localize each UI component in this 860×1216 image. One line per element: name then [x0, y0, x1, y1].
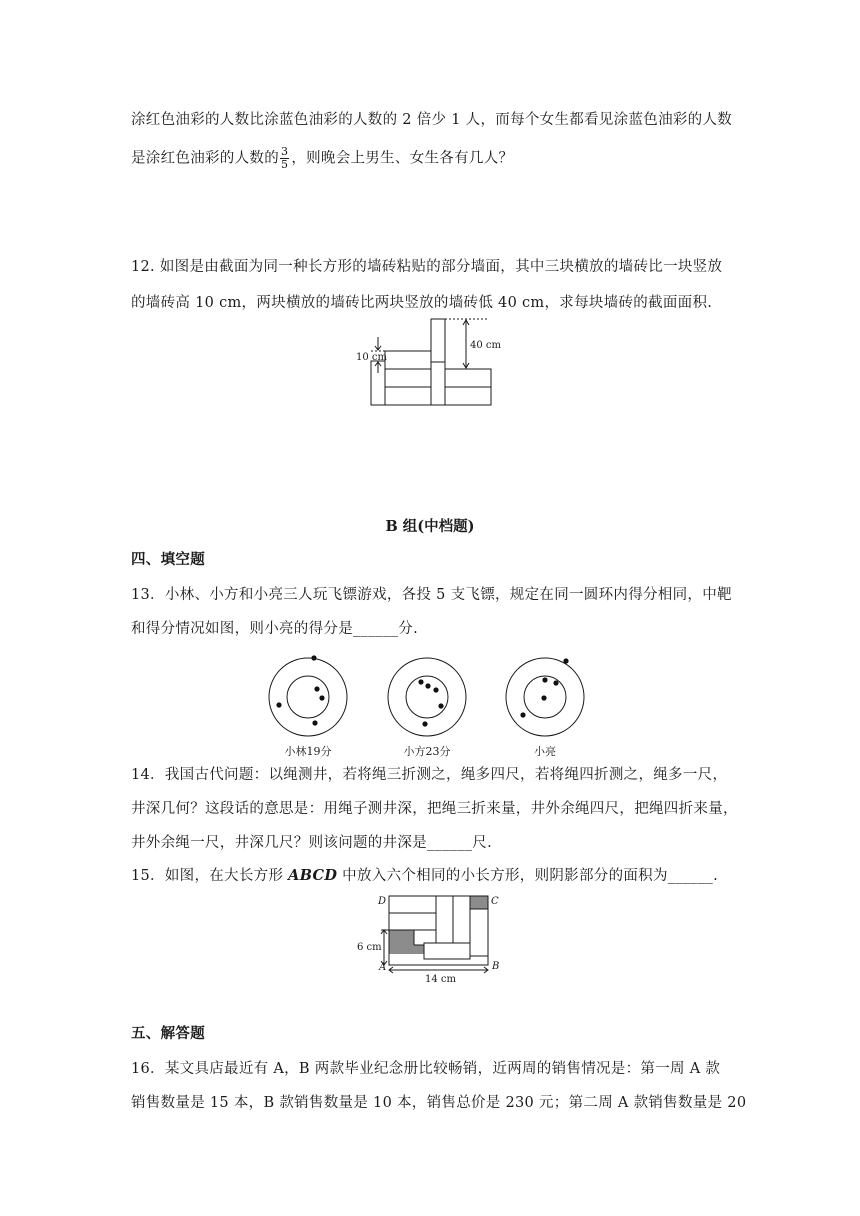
small-rectangle — [389, 896, 436, 913]
tile-vertical-middle-top — [431, 319, 445, 362]
section-b-heading: B 组(中档题) — [385, 518, 475, 535]
dart-hit — [418, 679, 423, 684]
target-2-inner-ring — [406, 676, 448, 718]
small-rectangle — [389, 913, 436, 930]
tile-horizontal — [445, 369, 491, 387]
dart-hit — [314, 686, 319, 691]
section-4-heading: 四、填空题 — [131, 551, 205, 568]
tile-vertical-middle-bottom — [431, 362, 445, 405]
vertex-label-d: D — [378, 896, 387, 907]
label-6cm: 6 cm — [357, 942, 382, 953]
q15-rectangle-figure — [355, 890, 515, 985]
dart-hit — [542, 677, 547, 682]
dart-hit — [553, 680, 558, 685]
q12-line-2: 的墙砖高 10 cm，两块横放的墙砖比两块竖放的墙砖低 40 cm，求每块墙砖的截面面积. — [131, 295, 713, 311]
dart-hit — [319, 695, 324, 700]
shaded-region-top-right — [470, 896, 488, 909]
q16-line-2: 销售数量是 15 本，B 款销售数量是 10 本，销售总价是 230 元；第二周 A 款销售数量是 20 — [131, 1095, 747, 1111]
tile-horizontal — [385, 369, 431, 387]
vertex-label-c: C — [491, 896, 499, 907]
q14-line-2: 井深几何？这段话的意思是：用绳子测井深，把绳三折来量，井外余绳四尺，把绳四折来量， — [131, 801, 738, 817]
dart-hit — [276, 702, 281, 707]
small-rectangle — [453, 896, 470, 943]
label-10cm: 10 cm — [356, 352, 387, 363]
dart-hit — [425, 683, 430, 688]
q13-line-2: 和得分情况如图，则小亮的得分是______分. — [131, 621, 419, 637]
q15-abcd-label: ABCD — [288, 867, 338, 884]
target-3-caption: 小亮 — [534, 745, 556, 758]
q15-line-post: 中放入六个相同的小长方形，则阴影部分的面积为______. — [337, 868, 718, 884]
shaded-region-left — [389, 930, 414, 954]
target-1-caption: 小林19分 — [284, 745, 332, 758]
label-40cm: 40 cm — [470, 340, 501, 351]
q11-line-2-post: ，则晚会上男生、女生各有几人？ — [291, 150, 514, 167]
section-5-heading: 五、解答题 — [131, 1025, 205, 1042]
q13-dartboards-figure — [260, 645, 600, 760]
target-1-outer-ring — [269, 658, 347, 736]
q12-line-1: 12. 如图是由截面为同一种长方形的墙砖粘贴的部分墙面，其中三块横放的墙砖比一块竖放 — [131, 259, 723, 275]
dart-hit — [438, 703, 443, 708]
target-2-caption: 小方23分 — [403, 745, 451, 758]
q11-line-2 — [131, 146, 513, 171]
small-rectangle — [470, 909, 488, 956]
q14-line-3: 井外余绳一尺，井深几尺？则该问题的井深是______尺. — [131, 835, 493, 851]
tile-horizontal — [385, 387, 431, 405]
q13-line-1: 13．小林、小方和小亮三人玩飞镖游戏，各投 5 支飞镖，规定在同一圆环内得分相同，中靶 — [131, 587, 732, 603]
dart-hit — [520, 712, 525, 717]
q11-line-2-pre: 是涂红色油彩的人数的 — [131, 150, 279, 167]
label-14cm: 14 cm — [425, 974, 456, 985]
dart-hit — [541, 695, 546, 700]
q12-wall-tile-figure — [350, 315, 510, 410]
small-rectangle — [436, 896, 453, 943]
dart-hit — [433, 687, 438, 692]
dart-hit — [311, 655, 316, 660]
dart-hit — [422, 721, 427, 726]
fraction-3-5 — [280, 146, 289, 171]
fraction-denominator: 5 — [281, 158, 289, 171]
shaded-region-left-bottom — [414, 945, 424, 954]
tile-horizontal — [445, 387, 491, 405]
q16-line-1: 16．某文具店最近有 A，B 两款毕业纪念册比较畅销，近两周的销售情况是：第一周 A 款 — [131, 1061, 721, 1077]
dart-hit — [563, 658, 568, 663]
dart-hit — [312, 720, 317, 725]
q15-line-pre: 15．如图，在大长方形 — [131, 868, 289, 884]
q14-line-1: 14．我国古代问题：以绳测井，若将绳三折测之，绳多四尺，若将绳四折测之，绳多一尺， — [131, 767, 728, 783]
vertex-label-a: A — [379, 962, 387, 973]
small-rectangle — [424, 943, 470, 959]
vertex-label-b: B — [492, 961, 500, 972]
tile-horizontal — [385, 351, 431, 369]
q11-line-1: 涂红色油彩的人数比涂蓝色油彩的人数的 2 倍少 1 人，而每个女生都看见涂蓝色油彩的人数 — [131, 112, 733, 128]
fraction-numerator: 3 — [281, 145, 289, 158]
q15-line — [131, 866, 718, 886]
